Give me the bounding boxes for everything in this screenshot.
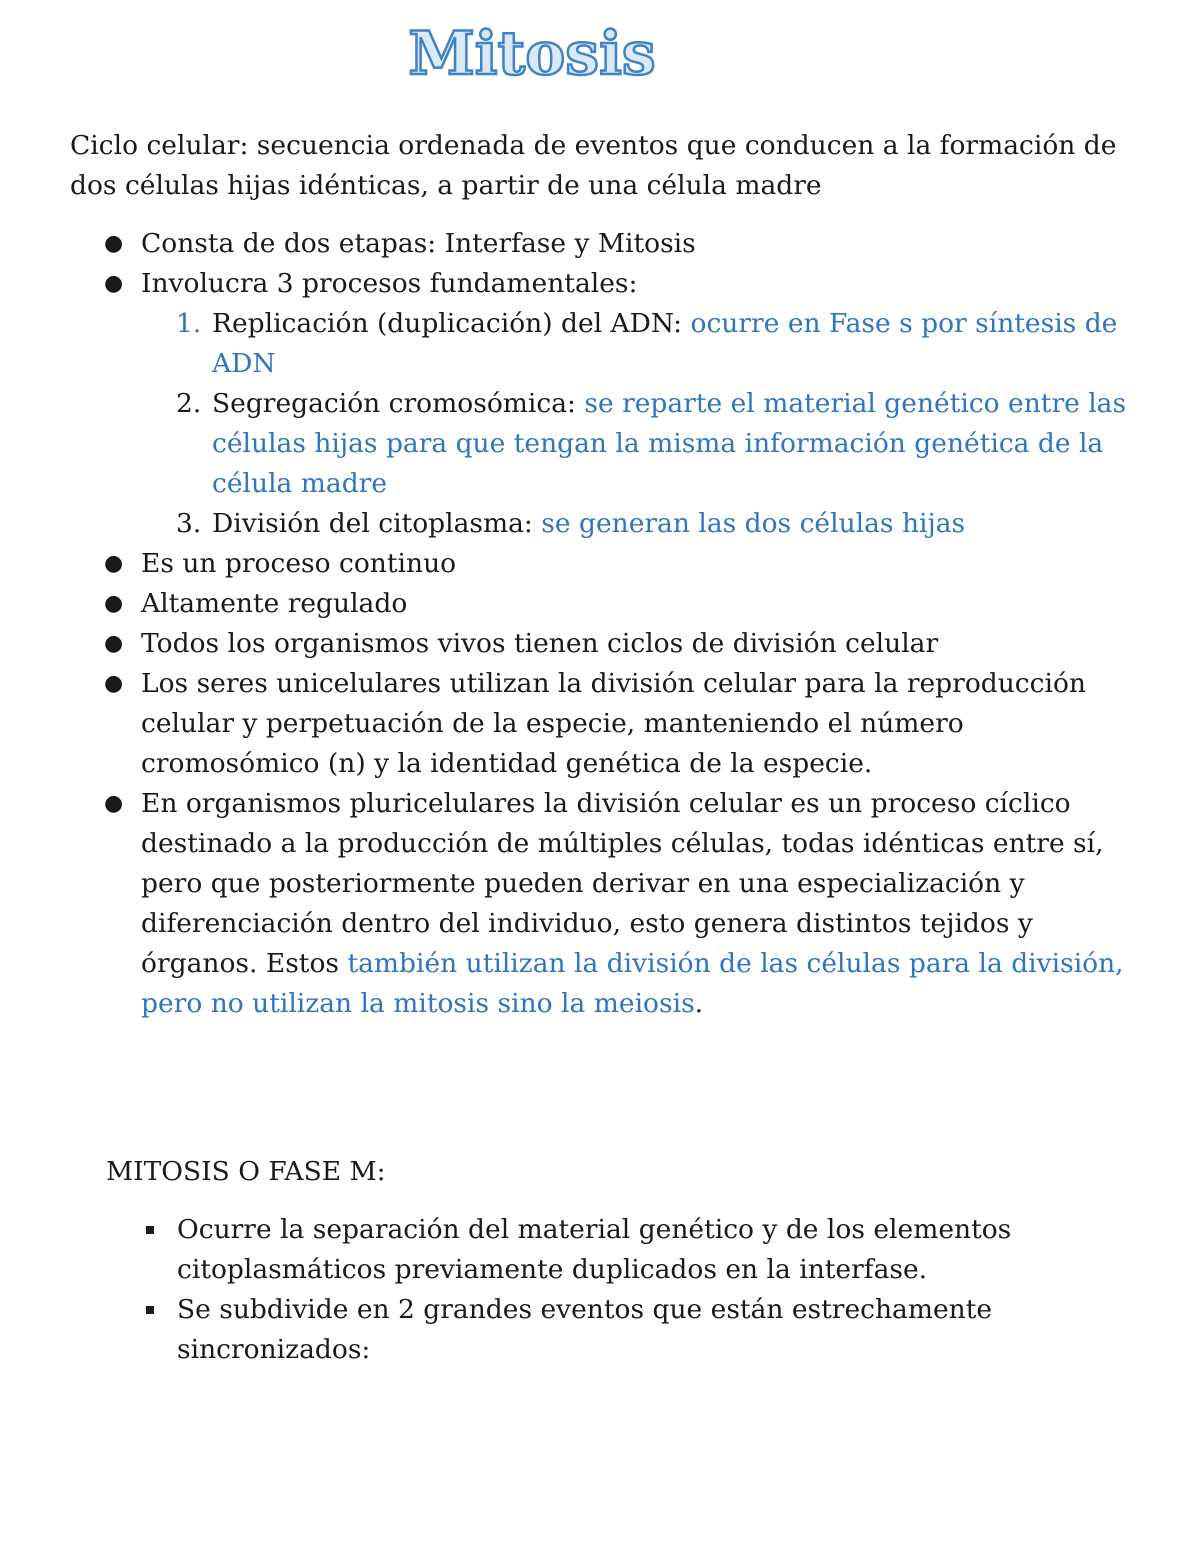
list-item — [104, 784, 1140, 1024]
bullet-text: Todos los organismos vivos tienen ciclos de división celular — [141, 628, 939, 659]
list-item — [104, 624, 1140, 664]
list-item — [104, 264, 1140, 544]
process-detail: se generan las dos células hijas — [541, 508, 966, 539]
bullet-highlight-text: también utilizan la división de las células para la división, pero no utilizan la mitosis sino la meiosis — [141, 948, 1124, 1019]
bullet-text: Se subdivide en 2 grandes eventos que están estrechamente sincronizados: — [177, 1294, 993, 1365]
square-bullet-icon — [146, 1226, 154, 1234]
list-item — [176, 504, 1140, 544]
bullet-text: En organismos pluricelulares la división celular es un proceso cíclico destinado a la producción de múltiples células, todas idénticas entre sí, pero que posteriormente pueden derivar en una especialización y diferenciación dentro del individuo, esto genera distintos tejidos y órganos. Estos — [141, 788, 1104, 979]
bullet-dot-icon: ● — [104, 671, 124, 696]
bullet-dot-icon: ● — [104, 631, 124, 656]
list-item — [176, 304, 1140, 384]
square-bullet-list — [106, 1210, 1146, 1370]
list-item — [104, 544, 1140, 584]
bullet-text-end: . — [694, 988, 704, 1019]
list-item — [176, 384, 1140, 504]
document-title: Mitosis — [408, 19, 656, 89]
list-item — [104, 664, 1140, 784]
bullet-text: Los seres unicelulares utilizan la división celular para la reproducción celular y perpetuación de la especie, manteniendo el número cromosómico (n) y la identidad genética de la especie. — [141, 668, 1086, 779]
main-bullet-list — [70, 224, 1140, 1024]
square-bullet-icon — [146, 1306, 154, 1314]
process-label: Replicación (duplicación) del ADN: — [212, 308, 691, 339]
bullet-text: Es un proceso continuo — [141, 548, 457, 579]
process-label: Segregación cromosómica: — [212, 388, 585, 419]
bullet-dot-icon: ● — [104, 271, 124, 296]
bullet-text: Consta de dos etapas: Interfase y Mitosis — [141, 228, 696, 259]
process-detail: se reparte el material genético entre las células hijas para que tengan la misma información genética de la célula madre — [212, 388, 1127, 499]
bullet-text: Ocurre la separación del material genético y de los elementos citoplasmáticos previamente duplicados en la interfase. — [177, 1214, 1012, 1285]
intro-paragraph: Ciclo celular: secuencia ordenada de eventos que conducen a la formación de dos células hijas idénticas, a partir de una célula madre — [70, 130, 1117, 201]
bullet-text: Involucra 3 procesos fundamentales: — [141, 268, 638, 299]
document-body — [70, 126, 1140, 1024]
process-label: División del citoplasma: — [212, 508, 542, 539]
list-item — [177, 1290, 1146, 1370]
process-detail: ocurre en Fase s por síntesis de ADN — [212, 308, 1118, 379]
section-heading: MITOSIS O FASE M: — [106, 1156, 386, 1187]
bullet-text: Altamente regulado — [141, 588, 408, 619]
mitosis-section — [106, 1152, 1146, 1370]
list-number: 1. — [176, 308, 202, 339]
process-numbered-list — [141, 304, 1140, 544]
bullet-dot-icon: ● — [104, 591, 124, 616]
list-item — [104, 584, 1140, 624]
list-item — [104, 224, 1140, 264]
list-item — [177, 1210, 1146, 1290]
bullet-dot-icon: ● — [104, 551, 124, 576]
bullet-dot-icon: ● — [104, 791, 124, 816]
list-number: 3. — [176, 508, 202, 539]
bullet-dot-icon: ● — [104, 231, 124, 256]
list-number: 2. — [176, 388, 202, 419]
